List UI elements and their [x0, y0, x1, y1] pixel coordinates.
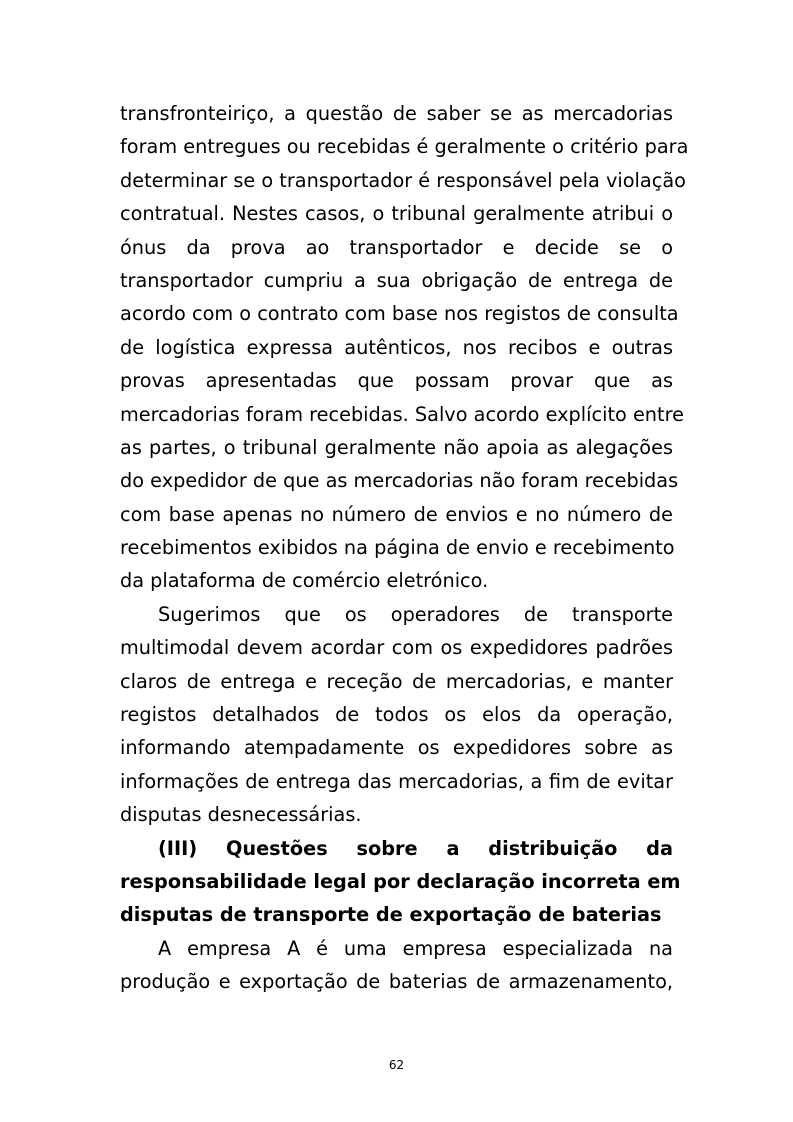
paragraph-2	[120, 598, 673, 832]
text-line: provas apresentadas que possam provar que as	[120, 369, 673, 393]
text-line: transportador cumpriu a sua obrigação de entrega de	[120, 268, 673, 292]
heading-line: (III) Questões sobre a distribuição da	[158, 836, 673, 860]
text-line: com base apenas no número de envios e no número de	[120, 502, 673, 526]
text-line: registos detalhados de todos os elos da operação,	[120, 703, 673, 727]
text-line: as partes, o tribunal geralmente não apoia as alegações	[120, 435, 673, 459]
text-line: do expedidor de que as mercadorias não foram recebidas	[120, 469, 679, 493]
paragraph-3	[120, 932, 673, 999]
text-line: da plataforma de comércio eletrónico.	[120, 569, 489, 593]
text-line: transfronteiriço, a questão de saber se as mercadorias	[120, 102, 673, 125]
heading-line: responsabilidade legal por declaração incorreta em	[120, 869, 681, 893]
text-line: informando atempadamente os expedidores sobre as	[120, 736, 673, 760]
text-line: de logística expressa autênticos, nos recibos e outras	[120, 335, 673, 359]
section-heading	[120, 832, 681, 932]
text-line: determinar se o transportador é responsável pela violação	[120, 168, 686, 192]
text-line: mercadorias foram recebidas. Salvo acordo explícito entre	[120, 402, 684, 426]
text-line: disputas desnecessárias.	[120, 803, 362, 827]
page-number: 62	[388, 1058, 405, 1072]
text-line: informações de entrega das mercadorias, a fim de evitar	[120, 769, 673, 793]
text-line: produção e exportação de baterias de armazenamento,	[120, 970, 673, 994]
text-line: foram entregues ou recebidas é geralmente o critério para	[120, 135, 689, 159]
heading-line: disputas de transporte de exportação de baterias	[120, 903, 662, 927]
document-body	[120, 97, 689, 999]
text-line: ónus da prova ao transportador e decide se o	[120, 235, 673, 259]
text-line: recebimentos exibidos na página de envio e recebimento	[120, 536, 675, 560]
text-line: A empresa A é uma empresa especializada na	[158, 936, 673, 960]
text-line: acordo com o contrato com base nos registos de consulta	[120, 302, 679, 326]
paragraph-1	[120, 97, 689, 598]
text-line: multimodal devem acordar com os expedidores padrões	[120, 636, 673, 660]
text-line: contratual. Nestes casos, o tribunal geralmente atribui o	[120, 202, 673, 226]
text-line: claros de entrega e receção de mercadorias, e manter	[120, 669, 673, 693]
text-line: Sugerimos que os operadores de transporte	[158, 602, 673, 626]
